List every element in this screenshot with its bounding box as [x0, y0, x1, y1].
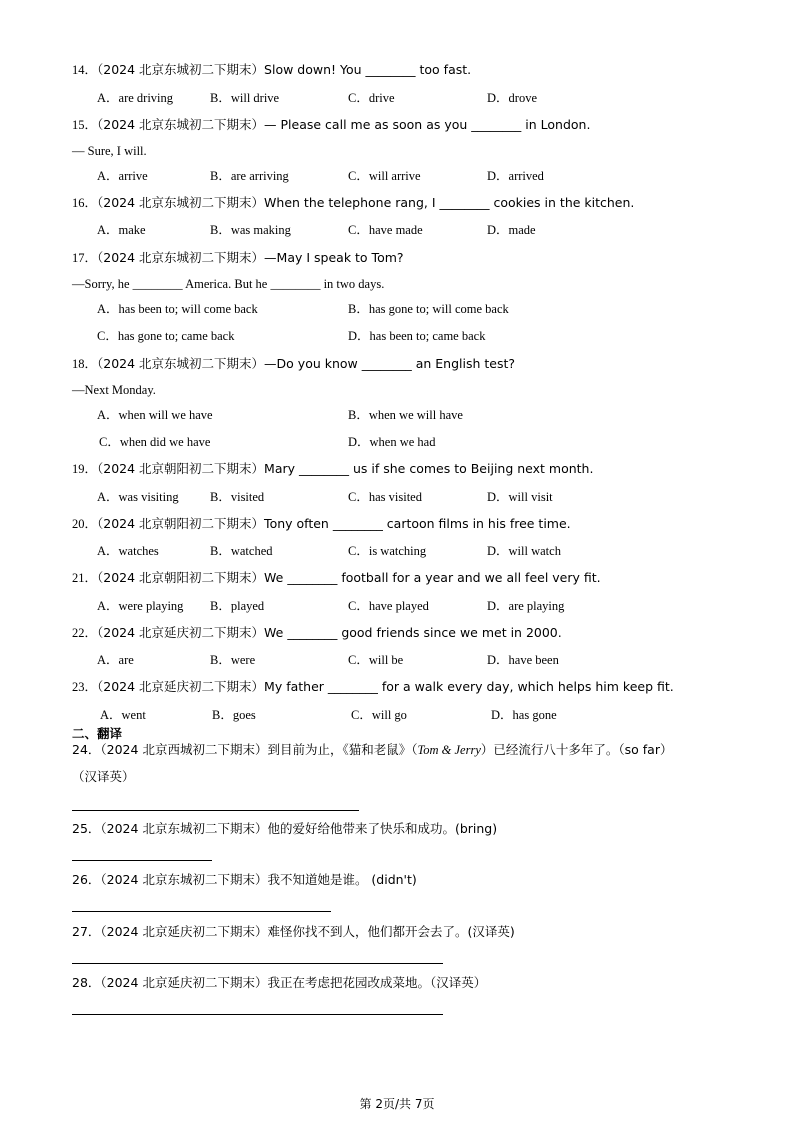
- translation-24-hint: （汉译英）: [72, 769, 135, 784]
- question-number: 15．: [72, 118, 98, 132]
- question-text: （2024 北京延庆初二下期末）我正在考虑把花园改成菜地。（汉译英）: [100, 975, 487, 990]
- question-text: （2024 北京东城初二下期末）他的爱好给他带来了快乐和成功。(bring): [100, 821, 498, 836]
- option-b: B．were: [210, 653, 256, 667]
- question-text: （2024 北京东城初二下期末）— Please call me as soon as you ________ in London.: [97, 117, 591, 132]
- option-a: A．has been to; will come back: [97, 302, 258, 316]
- option-c: C．has gone to; came back: [97, 329, 235, 343]
- question-16: [72, 195, 634, 211]
- option-c: C．have made: [348, 223, 423, 237]
- question-text: （2024 北京朝阳初二下期末）We ________ football for a year and we all feel very fit.: [97, 570, 601, 585]
- question-21: [72, 570, 601, 586]
- question-22: [72, 625, 562, 641]
- question-text: （2024 北京东城初二下期末）—Do you know ________ an English test?: [97, 356, 516, 371]
- question-number: 28．: [72, 975, 101, 990]
- option-a: A．are driving: [97, 91, 174, 105]
- translation-27: [72, 924, 515, 940]
- question-15: [72, 117, 590, 133]
- option-a: A．when will we have: [97, 408, 213, 422]
- option-a: A．went: [100, 708, 146, 722]
- option-d: D．will watch: [487, 544, 561, 558]
- question-18-reply: —Next Monday.: [72, 383, 156, 397]
- answer-line: [72, 963, 443, 964]
- question-text: （2024 北京延庆初二下期末）难怪你找不到人，他们都开会去了。(汉译英): [100, 924, 515, 939]
- question-number: 27．: [72, 924, 101, 939]
- option-a: A．watches: [97, 544, 159, 558]
- page-footer: 第 2页/共 7页: [359, 1097, 435, 1111]
- option-a: A．are: [97, 653, 134, 667]
- question-number: 17．: [72, 251, 98, 265]
- option-d: D．made: [487, 223, 536, 237]
- option-b: B．watched: [210, 544, 273, 558]
- question-number: 21．: [72, 571, 98, 585]
- option-b: B．when we will have: [348, 408, 463, 422]
- option-d: D．are playing: [487, 599, 565, 613]
- option-b: B．played: [210, 599, 265, 613]
- question-17-reply: —Sorry, he ________ America. But he ________ in two days.: [72, 277, 385, 291]
- section-title: 二、翻译: [72, 726, 123, 741]
- option-c: C．is watching: [348, 544, 427, 558]
- question-number: 23．: [72, 680, 98, 694]
- question-text: （2024 北京东城初二下期末）我不知道她是谁。 (didn't): [100, 872, 417, 887]
- option-d: D．when we had: [348, 435, 436, 449]
- translation-25: [72, 821, 497, 837]
- question-number: 16．: [72, 196, 98, 210]
- question-text: （2024 北京朝阳初二下期末）Mary ________ us if she comes to Beijing next month.: [97, 461, 594, 476]
- option-a: A．was visiting: [97, 490, 179, 504]
- option-a: A．arrive: [97, 169, 148, 183]
- option-c: C．when did we have: [99, 435, 211, 449]
- answer-line: [72, 1014, 443, 1015]
- question-text: （2024 北京朝阳初二下期末）Tony often ________ cartoon films in his free time.: [97, 516, 571, 531]
- question-text-italic: Tom & Jerry: [417, 743, 481, 757]
- question-number: 20．: [72, 517, 98, 531]
- option-a: A．were playing: [97, 599, 184, 613]
- answer-line: [72, 810, 359, 811]
- question-19: [72, 461, 593, 477]
- answer-line: [72, 860, 212, 861]
- question-number: 25．: [72, 821, 101, 836]
- option-b: B．visited: [210, 490, 265, 504]
- option-d: D．will visit: [487, 490, 553, 504]
- option-b: B．was making: [210, 223, 291, 237]
- option-c: C．have played: [348, 599, 429, 613]
- question-18: [72, 356, 515, 372]
- option-c: C．drive: [348, 91, 395, 105]
- translation-24: [72, 742, 672, 758]
- option-d: D．have been: [487, 653, 559, 667]
- question-20: [72, 516, 571, 532]
- question-text: （2024 北京延庆初二下期末）My father ________ for a walk every day, which helps him keep fit.: [97, 679, 674, 694]
- question-text: （2024 北京延庆初二下期末）We ________ good friends since we met in 2000.: [97, 625, 562, 640]
- option-b: B．has gone to; will come back: [348, 302, 509, 316]
- option-a: A．make: [97, 223, 146, 237]
- question-23: [72, 679, 674, 695]
- question-text: （2024 北京东城初二下期末）—May I speak to Tom?: [97, 250, 404, 265]
- question-number: 14．: [72, 63, 98, 77]
- question-text: （2024 北京东城初二下期末）When the telephone rang, I ________ cookies in the kitchen.: [97, 195, 635, 210]
- question-number: 24．: [72, 742, 101, 757]
- option-c: C．will arrive: [348, 169, 421, 183]
- option-c: C．has visited: [348, 490, 422, 504]
- option-d: D．drove: [487, 91, 537, 105]
- option-d: D．has been to; came back: [348, 329, 486, 343]
- option-c: C．will go: [351, 708, 407, 722]
- question-text: （2024 北京东城初二下期末）Slow down! You ________ too fast.: [97, 62, 472, 77]
- option-d: D．has gone: [491, 708, 557, 722]
- question-15-reply: — Sure, I will.: [72, 144, 147, 158]
- option-d: D．arrived: [487, 169, 544, 183]
- option-b: B．are arriving: [210, 169, 289, 183]
- question-number: 22．: [72, 626, 98, 640]
- question-17: [72, 250, 404, 266]
- option-c: C．will be: [348, 653, 404, 667]
- answer-line: [72, 911, 331, 912]
- question-number: 26．: [72, 872, 101, 887]
- question-14: [72, 62, 471, 78]
- translation-28: [72, 975, 486, 991]
- option-b: B．will drive: [210, 91, 280, 105]
- option-b: B．goes: [212, 708, 256, 722]
- translation-26: [72, 872, 417, 888]
- question-number: 19．: [72, 462, 98, 476]
- question-text-suffix: ）已经流行八十多年了。（so far）: [480, 742, 673, 757]
- question-text-prefix: （2024 北京西城初二下期末）到目前为止，《猫和老鼠》（: [100, 742, 418, 757]
- question-number: 18．: [72, 357, 98, 371]
